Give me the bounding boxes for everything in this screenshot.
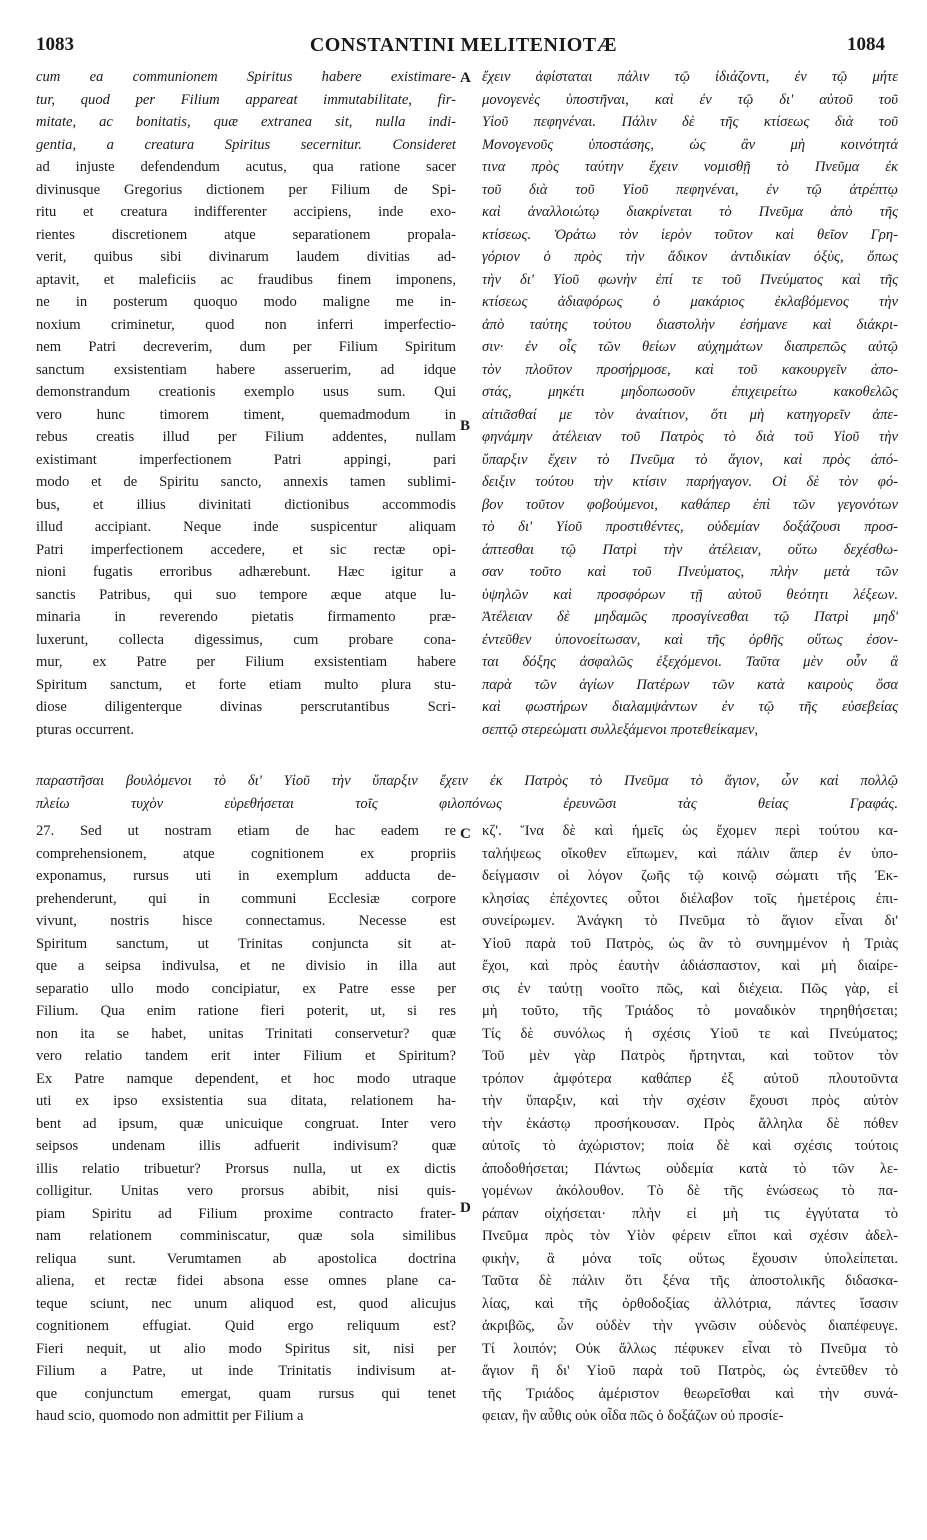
latin-column-top (36, 66, 456, 741)
text-line: 27. Sed ut nostram etiam de hac eadem re (36, 823, 456, 839)
text-line: non ita se habet, unitas Trinitati conservetur? quæ (36, 1025, 456, 1042)
margin-marker-b: B (460, 418, 471, 434)
text-line: τινα πρὸς ταύτην ἔχειν νομισθῇ τὸ Πνεῦμα ἐκ (482, 159, 898, 175)
text-line: τὴν ὕπαρξιν, καὶ τὴν σχέσιν ἔχουσι πρὸς αὐτὸν (482, 1093, 898, 1109)
text-line: καὶ φωστήρων διαλαμψάντων ἐν τῷ τῆς εὐσεβείας (482, 699, 898, 715)
text-line: κλησίας ἐπέχοντες οὗτοι διέλαβον τοῖς ἡμετέροις ἐπι- (482, 890, 898, 907)
text-line: αἰτιᾶσθαί με τὸν ἀναίτιον, ὅτι μὴ κατηγορεῖν ἀπε- (482, 406, 898, 423)
text-line: colligitur. Unitas vero prorsus abibit, nisi quis- (36, 1183, 456, 1199)
text-line: ne in posterum quoquo modo maligne me in- (36, 294, 456, 310)
text-line: τὸ δι' Υἱοῦ προστιθέντες, οὐδεμίαν δοξάζουσι προσ- (482, 519, 898, 535)
text-line: ἔχειν ἀφίσταται πάλιν τῷ ἰδιάζοντι, ἐν τῷ μήτε (482, 69, 898, 85)
text-line: existimant imperfectionem Patri appingi, pari (36, 451, 456, 468)
text-line: bus, et illius divinitati dictionibus accommodis (36, 496, 456, 513)
latin-column-bottom (36, 820, 456, 1428)
text-line: Ταῦτα δὲ πάλιν ὅτι ξένα τῆς ἀποστολικῆς διδασκα- (482, 1273, 898, 1289)
text-line: nem Patri decreverim, dum per Filium Spiritum (36, 339, 456, 355)
text-line: βον τοῦτον φοβούμενοι, καθάπερ ἐπὶ τῶν γεγονότων (482, 496, 898, 513)
text-line: σαν τοῦτο καὶ τοῦ Πνεύματος, πλὴν μετὰ τῶν (482, 564, 898, 580)
text-line: gentia, a creatura Spiritus secernitur. Consideret (36, 136, 456, 153)
text-line: Τοῦ μὲν γὰρ Πατρὸς ἤρτηνται, καὶ τοῦτον τὸν (482, 1048, 898, 1064)
text-line: demonstrandum creationis exemplo usus sum. Qui (36, 384, 456, 400)
greek-column-bottom (482, 820, 898, 1428)
text-line: piam Spiritu ad Filium proxime contracto frater- (36, 1205, 456, 1222)
text-line: que conjunctum emergat, quam rursus qui tenet (36, 1385, 456, 1402)
text-line: prehenderunt, qui in communi Ecclesiæ corpore (36, 890, 456, 907)
text-line: Spiritum sanctum, ut Trinitas conjuncta sit at- (36, 935, 456, 952)
text-line: μὴ τοῦτο, τῆς Τριάδος τὸ μοναδικὸν τηρηθήσεται; (482, 1003, 898, 1019)
text-line: Υἱοῦ πεφηνέναι. Πάλιν δὲ τῆς κτίσεως διὰ τοῦ (482, 114, 898, 130)
text-line: δείγμασιν οἱ λόγον ζωῆς τῷ κοινῷ σώματι τῆς Ἐκ- (482, 868, 898, 884)
page-number-right: 1084 (847, 34, 885, 55)
text-line: ἀποδοθήσεται; Πάντως οὐδεμία κατὰ τὸ τῶν λε- (482, 1160, 898, 1177)
text-line: γόριον ὁ πρὸς τὴν ἄδικον ἀντιδικίαν ὀξὺς, ὅπως (482, 249, 898, 265)
text-line: παραστῆσαι βουλόμενοι τὸ δι' Υἱοῦ τὴν ὕπαρξιν ἔχειν ἐκ Πατρὸς τὸ Πνεῦμα τὸ ἅγιον, ὧν καὶ πολλῷ (36, 773, 898, 789)
text-line: γομένων ἀκόλουθον. Τὸ δὲ τῆς ἑνώσεως τὸ πα- (482, 1183, 898, 1199)
text-line: aliena, et rectæ fidei absona esse omnes plane ca- (36, 1273, 456, 1289)
text-line: aptavit, et maleficiis ac fraudibus finem imponens, (36, 271, 456, 288)
text-line: φειαν, ἣν αὖθις οὐκ οἶδα πῶς ὁ δοξάζων οὐ προσίε- (482, 1408, 784, 1424)
text-line: ταλήψεως οἴκοθεν εἴπωμεν, καὶ πάλιν ἅπερ ἐν ὑπο- (482, 845, 898, 862)
text-line: modo et de Spiritu sancto, annexis tamen sublimi- (36, 474, 456, 490)
text-line: δειξιν τούτου τὴν κτίσιν παρήγαγον. Οἱ δὲ τὸν φό- (482, 474, 898, 490)
page-number-left: 1083 (36, 34, 74, 55)
text-line: vivunt, nostris hisce connectamus. Necesse est (36, 913, 456, 929)
text-line: φικὴν, ἃ μόνα τοῖς οὕτως ἔχουσιν ὑπολείπεται. (482, 1250, 898, 1267)
text-line: uti ex ipso exsistentia sua ditata, relationem ha- (36, 1093, 456, 1109)
greek-column-top (482, 66, 898, 741)
text-line: λίας, καὶ τῆς ὀρθοδοξίας ἀλλότρια, πάντες ἴσασιν (482, 1295, 898, 1312)
text-line: τοῦ διὰ τοῦ Υἱοῦ πεφηνέναι, ἐν τῷ ἀτρέπτῳ (482, 181, 898, 198)
text-line: σεπτῷ στερεώματι συλλεξάμενοι προτεθείκαμεν, (482, 721, 759, 738)
text-line: Filium. Qua enim ratione fieri poterit, ut, si res (36, 1003, 456, 1019)
text-line: mitate, ac bonitatis, quæ extranea sit, nulla indi- (36, 114, 456, 130)
text-line: μονογενὲς ὑποστῆναι, καὶ ἐν τῷ δι' αὐτοῦ τοῦ (482, 91, 898, 108)
text-line: ἀκριβῶς, ὧν οὐδὲν τὴν γνῶσιν οὐδενὸς διαπέφευγε. (482, 1318, 898, 1334)
text-line: φηνάμην ἀτέλειαν τοῦ Πατρὸς τὸ διὰ τοῦ Υἱοῦ τὴν (482, 429, 898, 445)
text-line: Filium a Patre, ut inde Trinitatis indivisum at- (36, 1363, 456, 1379)
text-line: nam relationem comminiscatur, quæ sola similibus (36, 1228, 456, 1244)
margin-marker-d: D (460, 1200, 471, 1216)
text-line: reliqua sunt. Verumtamen ab apostolica doctrina (36, 1250, 456, 1267)
text-line: Fieri nequit, ut alio modo Spiritus sit, nisi per (36, 1340, 456, 1357)
text-line: seipsos undenam illis adfuerit indivisum? quæ (36, 1138, 456, 1154)
text-line: sanctis Patribus, qui suo tempore æque atque lu- (36, 586, 456, 603)
text-line: συνείρωμεν. Ἀνάγκη τὸ Πνεῦμα τὸ ἅγιον εἶναι δι' (482, 913, 898, 929)
text-line: minaria in reverendo pietatis firmamento præ- (36, 609, 456, 625)
text-line: παρὰ τῶν ἁγίων Πατέρων τῶν κατὰ καιροὺς ὅσα (482, 676, 898, 693)
text-line: τρόπον ἀμφότερα καθάπερ ἐξ αὐτοῦ πλουτοῦντα (482, 1070, 898, 1087)
text-line: Ex Patre namque dependent, et hoc modo utraque (36, 1070, 456, 1087)
text-line: σιν· ἐν οἷς τῶν θείων αὐχημάτων διαπρεπῶς αὐτῷ (482, 339, 898, 355)
running-title: CONSTANTINI MELITENIOTÆ (309, 34, 618, 56)
text-line: mur, ex Patre per Filium exsistentiam habere (36, 654, 456, 670)
text-line: bent ad ipsum, quæ unicuique congruat. Inter vero (36, 1115, 456, 1132)
text-line: ritu et creatura indifferenter accipiens, inde exo- (36, 204, 456, 220)
text-line: tur, quod per Filium appareat immutabilitate, fir- (36, 91, 456, 108)
text-line: ὕπαρξιν ἔχειν τὸ Πνεῦμα τὸ ἅγιον, καὶ πρὸς ἀπό- (482, 451, 898, 468)
text-line: haud scio, quomodo non admittit per Filium a (36, 1408, 304, 1424)
text-line: cognitionem effugiat. Quid ergo reliquum est? (36, 1318, 456, 1334)
text-line: καὶ ἀναλλοιώτῳ διακρίνεται τὸ Πνεῦμα ἀπὸ τῆς (482, 204, 898, 220)
text-line: ἔχοι, καὶ πρὸς ἑαυτὴν ἀδιάσπαστον, καὶ μὴ διαίρε- (482, 958, 898, 974)
text-line: σις ἐν ταύτῃ νοοῖτο πῶς, καὶ διέχεια. Πῶς γὰρ, εἰ (482, 980, 898, 997)
text-line: τὸν πλοῦτον προσήρμοσε, καὶ τοῦ κακουργεῖν ἀπο- (482, 361, 898, 378)
text-line: cum ea communionem Spiritus habere existimare- (36, 69, 456, 85)
text-line: ράπαν οἰχήσεται· πλὴν εἰ μὴ τις ἐγγύτατα τὸ (482, 1205, 898, 1222)
text-line: αὐτοῖς τὸ ἀχώριστον; ποία δὲ καὶ σχέσις τούτοις (482, 1138, 898, 1154)
text-line: ἐντεῦθεν ὑπονοείτωσαν, καὶ τῆς ὀρθῆς οὕτως ἐσον- (482, 631, 898, 648)
margin-marker-a: A (460, 70, 471, 86)
text-line: exponamus, rursus uti in exemplum adducta de- (36, 868, 456, 884)
text-line: rientes discretionem atque separationem propala- (36, 226, 456, 243)
text-line: Μονογενοῦς ὑποστάσης, ὡς ἂν μὴ κοινότητά (482, 136, 898, 153)
text-line: ὑψηλῶν καὶ προσφόρων τῇ αὐτοῦ θεότητι λέξεων. (482, 586, 898, 603)
text-line: nioni fugatis erroribus adhærebunt. Hæc igitur a (36, 564, 456, 580)
text-line: separatio ullo modo concipiatur, ex Patre esse per (36, 980, 456, 997)
text-line: τῆς Τριάδος ἀμέριστον θεωρεῖσθαι καὶ τὴν συνά- (482, 1385, 898, 1402)
text-line: rebus creatis illud per Filium addentes, nullam (36, 429, 456, 445)
text-line: ἀπὸ ταύτης τούτου διαστολὴν ἐσήμανε καὶ διάκρι- (482, 316, 898, 333)
text-line: luxerunt, collecta digessimus, cum probare cona- (36, 631, 456, 648)
text-line: κζ'. Ἵνα δὲ καὶ ἡμεῖς ὡς ἔχομεν περὶ τούτου κα- (482, 823, 898, 839)
text-line: sanctum exsistentiam habere asseruerim, ad idque (36, 361, 456, 378)
text-line: Τίς δὲ συνόλως ἡ σχέσις Υἱοῦ τε καὶ Πνεύματος; (482, 1025, 898, 1042)
text-line: comprehensionem, atque cognitionem ex propriis (36, 845, 456, 862)
text-line: πλείω τυχὸν εὑρεθήσεται τοῖς φιλοπόνως ἐρευνῶσι τὰς θείας Γραφάς. (36, 795, 898, 812)
text-line: diose diligenterque divinas perscrutantibus Scri- (36, 699, 456, 715)
text-line: στάς, μηκέτι μηδοπωσοῦν ἐπιχειρείτω κακοθελῶς (482, 384, 898, 400)
text-line: Τί λοιπόν; Οὐκ ἄλλως πέφυκεν εἶναι τὸ Πνεῦμα τὸ (482, 1340, 898, 1357)
text-line: vero hunc timorem timent, quemadmodum in (36, 406, 456, 423)
text-line: illud accipiant. Neque inde suspicentur aliquam (36, 519, 456, 535)
text-line: κτίσεως ἀδιαφόρως ὁ μακάριος ἐκλαβόμενος τὴν (482, 294, 898, 310)
text-line: teque sciunt, nec unum aliquod est, quod alicujus (36, 1295, 456, 1312)
text-line: άπτεσθαι τῷ Πατρὶ τὴν ἀτέλειαν, οὕτω δεχέσθω- (482, 541, 898, 558)
text-line: vero relatio tandem erit inter Filium et Spiritum? (36, 1048, 456, 1064)
text-line: Patri imperfectionem accedere, et sic rectæ opi- (36, 541, 456, 558)
text-line: τὴν ἑκάστῳ προσήκουσαν. Πρὸς ἄλληλα δὲ πόθεν (482, 1115, 898, 1132)
text-line: Υἱοῦ παρὰ τοῦ Πατρὸς, ὡς ἂν τὸ συνημμένον ἡ Τριὰς (482, 935, 898, 952)
text-line: divinusque Gregorius dictionem per Filium de Spi- (36, 181, 456, 198)
text-line: Πνεῦμα πρὸς τὸν Υἱὸν φέρειν εἴποι καὶ σχέσιν ἀδελ- (482, 1228, 898, 1244)
text-line: noxium criminetur, quod non inferri imperfectio- (36, 316, 456, 333)
text-line: verit, quibus sibi divinarum laudem divitias ad- (36, 249, 456, 265)
text-line: κτίσεως. Ὁράτω τὸν ἱερὸν τοῦτον καὶ θεῖον Γρη- (482, 226, 898, 243)
text-line: Spiritum sanctum, et forte etiam multo plura stu- (36, 676, 456, 693)
text-line: τὴν δι' Υἱοῦ φωνὴν ἐπί τε τοῦ Πνεύματος καὶ τῆς (482, 271, 898, 288)
text-line: illis relatio tribuetur? Prorsus nulla, ut ex dictis (36, 1160, 456, 1177)
text-line: ad injuste defendendum acutus, qua ratione sacer (36, 159, 456, 175)
margin-marker-c: C (460, 826, 471, 842)
text-line: ται δόξης ἀσφαλῶς ἐξεχόμενοι. Ταῦτα μὲν οὖν ἃ (482, 654, 898, 670)
text-line: ἅγιον ἢ δι' Υἱοῦ παρὰ τοῦ Πατρὸς, ὡς ἐντεῦθεν τὸ (482, 1363, 898, 1379)
text-line: pturas occurrent. (36, 721, 135, 738)
text-line: Ἀτέλειαν δὲ μηδαμῶς προσγίνεσθαι τῷ Πατρὶ μηδ' (482, 609, 898, 625)
text-line: que a seipsa indivulsa, et ne divisio in illa aut (36, 958, 456, 974)
greek-full-width-lines (36, 770, 898, 815)
